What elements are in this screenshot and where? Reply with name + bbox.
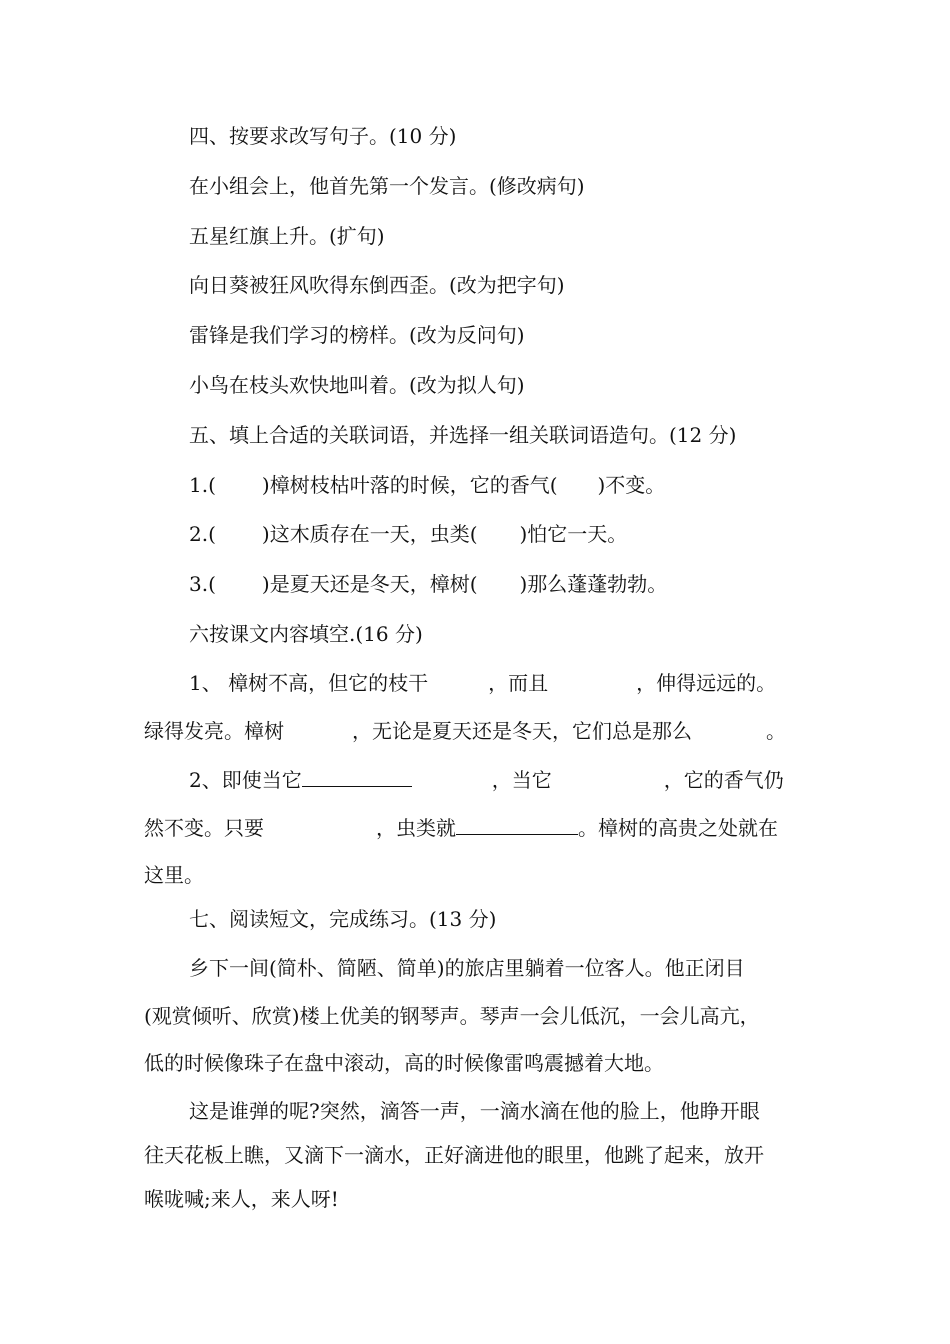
reading-para-1-line-2: (观赏倾听、欣赏)楼上优美的钢琴声。琴声一会儿低沉，一会儿高亢， bbox=[144, 1004, 760, 1028]
rewrite-item-4: 雷锋是我们学习的榜样。(改为反问句) bbox=[189, 323, 525, 347]
fill-paragraph-2-line-2 bbox=[144, 815, 778, 841]
section-5-heading: 五、填上合适的关联词语，并选择一组关联词语造句。(12 分) bbox=[189, 423, 737, 447]
rewrite-item-1: 在小组会上，他首先第一个发言。(修改病句) bbox=[189, 174, 585, 198]
p1-part-d: 绿得发亮。樟树 bbox=[144, 719, 284, 743]
reading-para-1-line-1: 乡下一间(简朴、简陋、简单)的旅店里躺着一位客人。他正闭目 bbox=[189, 956, 745, 980]
p2-part-a: 2、即使当它 bbox=[189, 768, 302, 792]
q1-part-c: )不变。 bbox=[597, 473, 666, 497]
section-4-heading: 四、按要求改写句子。(10 分) bbox=[189, 124, 457, 148]
q3-part-b: )是夏天还是冬天，樟树( bbox=[261, 572, 478, 596]
fill-paragraph-2-line-3: 这里。 bbox=[144, 863, 204, 887]
reading-para-2-line-1: 这是谁弹的呢?突然，滴答一声，一滴水滴在他的脸上，他睁开眼 bbox=[189, 1099, 760, 1123]
p2-part-e: ，虫类就 bbox=[376, 816, 456, 840]
p2-part-c: ，它的香气仍 bbox=[663, 768, 784, 792]
q2-part-a: 2.( bbox=[189, 522, 216, 546]
q1-part-a: 1.( bbox=[189, 473, 216, 497]
p2-part-d: 然不变。只要 bbox=[144, 816, 264, 840]
fill-paragraph-1-line-1 bbox=[189, 670, 776, 696]
p1-part-b: ，而且 bbox=[488, 671, 549, 695]
reading-para-1-line-3: 低的时候像珠子在盘中滚动，高的时候像雷鸣震撼着大地。 bbox=[144, 1051, 664, 1075]
p2-part-f: 。樟树的高贵之处就在 bbox=[578, 816, 778, 840]
rewrite-item-3: 向日葵被狂风吹得东倒西歪。(改为把字句) bbox=[189, 273, 565, 297]
conjunction-question-1 bbox=[189, 472, 665, 498]
p1-part-f: 。 bbox=[766, 719, 786, 743]
q3-part-a: 3.( bbox=[189, 572, 216, 596]
p1-part-a: 1、 樟树不高，但它的枝干 bbox=[189, 671, 429, 695]
p1-part-c: ，伸得远远的。 bbox=[636, 671, 777, 695]
conjunction-question-3 bbox=[189, 571, 667, 597]
q2-part-c: )怕它一天。 bbox=[519, 522, 628, 546]
section-7-heading: 七、阅读短文，完成练习。(13 分) bbox=[189, 907, 497, 931]
q1-part-b: )樟树枝枯叶落的时候，它的香气( bbox=[261, 473, 558, 497]
p1-part-e: ，无论是夏天还是冬天，它们总是那么 bbox=[352, 719, 692, 743]
fill-paragraph-1-line-2 bbox=[144, 718, 786, 744]
reading-para-2-line-3: 喉咙喊;来人，来人呀! bbox=[144, 1187, 339, 1211]
q3-part-c: )那么蓬蓬勃勃。 bbox=[519, 572, 668, 596]
reading-para-2-line-2: 往天花板上瞧，又滴下一滴水，正好滴进他的眼里，他跳了起来，放开 bbox=[144, 1143, 764, 1167]
p2-part-b: ，当它 bbox=[491, 768, 552, 792]
fill-paragraph-2-line-1 bbox=[189, 767, 784, 793]
conjunction-question-2 bbox=[189, 521, 627, 547]
rewrite-item-5: 小鸟在枝头欢快地叫着。(改为拟人句) bbox=[189, 373, 525, 397]
rewrite-item-2: 五星红旗上升。(扩句) bbox=[189, 224, 385, 248]
q2-part-b: )这木质存在一天，虫类( bbox=[261, 522, 478, 546]
section-6-heading: 六按课文内容填空.(16 分) bbox=[189, 622, 423, 646]
